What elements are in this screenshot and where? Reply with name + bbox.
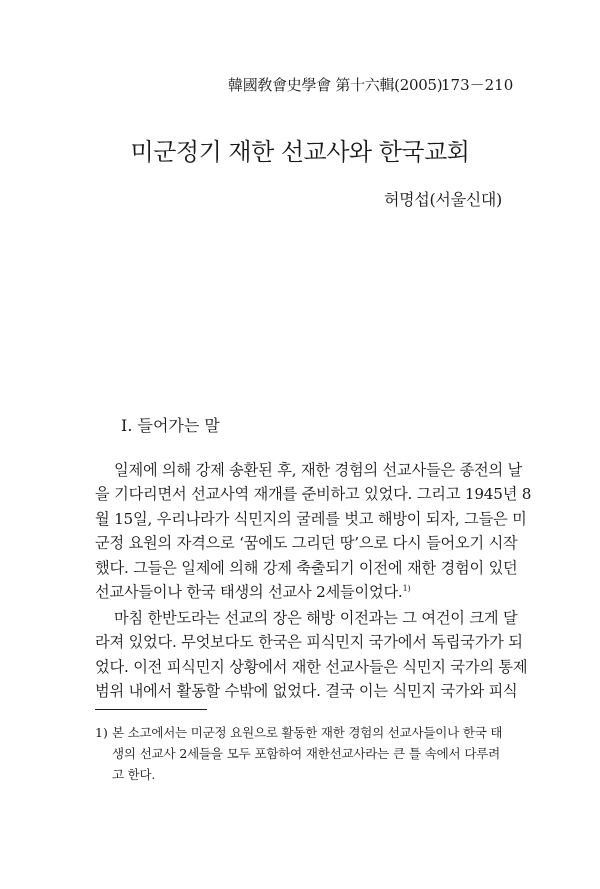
journal-citation: 韓國敎會史學會 第十六輯(2005) [228,76,443,94]
footnote-divider [95,709,207,710]
running-header [0,74,600,94]
footnote-line: 본 소고에서는 미군정 요원으로 활동한 재한 경험의 선교사들이나 한국 태 [112,725,503,740]
paragraph-line-text: 선교사들이나 한국 태생의 선교사 2세들이었다. [95,583,403,601]
page-range: 173－210 [441,76,514,94]
paragraph-line: 일제에 의해 강제 송환된 후, 재한 경험의 선교사들은 종전의 날 [114,461,523,479]
article-title: 미군정기 재한 선교사와 한국교회 [130,138,470,166]
footnote-number: 1) [95,725,108,740]
paragraph-line: 했다. 그들은 일제에 의해 강제 축출되기 이전에 재한 경험이 있던 [95,559,518,577]
footnote-line: 고 한다. [112,767,156,782]
paragraph-line [95,580,497,604]
footnote-reference: 1) [402,583,411,593]
paragraph-line: 마침 한반도라는 선교의 장은 해방 이전과는 그 여건이 크게 달 [114,609,518,627]
footnote-line: 생의 선교사 2세들을 모두 포함하여 재한선교사라는 큰 틀 속에서 다루려 [112,746,500,761]
paragraph-line: 범위 내에서 활동할 수밖에 없었다. 결국 이는 식민지 국가와 피식 [95,682,518,700]
paragraph-line: 군정 요원의 자격으로 ‘꿈에도 그리던 땅’으로 다시 들어오기 시작 [95,534,518,552]
paragraph-line: 었다. 이전 피식민지 상황에서 재한 선교사들은 식민지 국가의 통제 [95,658,528,676]
author-affiliation: 허명섭(서울신대) [384,190,502,209]
paragraph-line: 월 15일, 우리나라가 식민지의 굴레를 벗고 해방이 되자, 그들은 미 [95,510,527,528]
section-heading: I. 들어가는 말 [121,416,220,435]
paragraph-line: 을 기다리면서 선교사역 재개를 준비하고 있었다. 그리고 1945년 8 [95,485,532,503]
paragraph-line: 라져 있었다. 무엇보다도 한국은 피식민지 국가에서 독립국가가 되 [95,633,523,651]
